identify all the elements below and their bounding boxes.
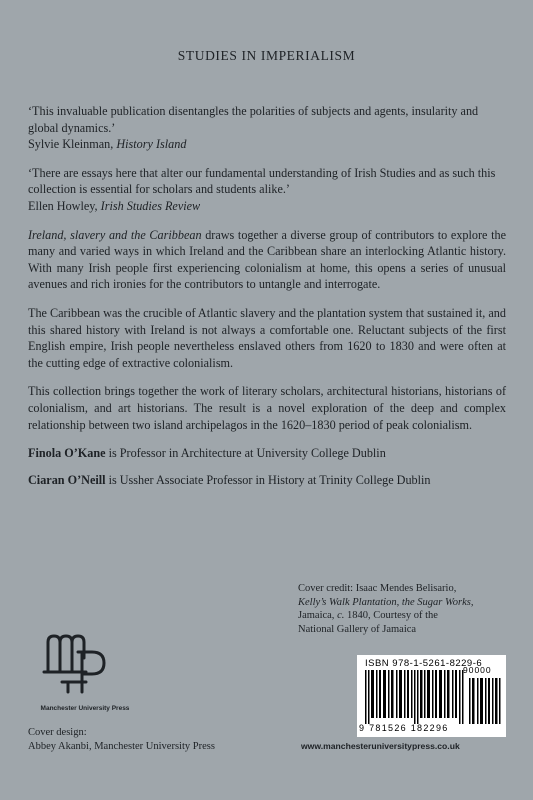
review-source-1: History Island	[116, 137, 187, 152]
publisher-name: Manchester University Press	[40, 705, 130, 712]
isbn-label: ISBN 978-1-5261-8229-6	[365, 658, 483, 669]
book-title: Ireland, slavery and the Caribbean	[28, 227, 202, 242]
review-author-1: Sylvie Kleinman,	[28, 137, 117, 152]
editor-bio-2	[28, 472, 506, 489]
barcode	[357, 655, 506, 737]
review-source-2: Irish Studies Review	[100, 198, 201, 213]
publisher-logo-icon	[42, 632, 108, 696]
ean-number: 9 781526 182296	[359, 723, 449, 733]
description-paragraph-3: This collection brings together the work of literary scholars, architectural historians, historians of colonialism, and art historians. The result is a novel exploration of the deep and complex relationship between two island archipelagos in the 1620–1830 period of peak colonialism.	[28, 384, 506, 432]
review-author-2: Ellen Howley,	[28, 198, 101, 213]
review-attribution-1	[28, 136, 506, 153]
description-paragraph-2: The Caribbean was the crucible of Atlantic slavery and the plantation system that sustained it, and this shared history with Ireland is not always a comfortable one. Reluctant subjects of the first English empire, Irish people nevertheless enslaved others from 1620 to 1830 and were often at the cutting edge of extractive colonialism.	[28, 305, 506, 370]
cover-credit-date: 1840, Courtesy of the	[344, 610, 438, 622]
editor-name-1: Finola O’Kane	[28, 446, 106, 461]
cover-credit-line-3	[298, 609, 508, 623]
editor-bio-2-text: is Ussher Associate Professor in History at Trinity College Dublin	[105, 472, 431, 487]
cover-design	[28, 726, 298, 753]
editor-bio-1-text: is Professor in Architecture at University College Dublin	[105, 446, 386, 461]
description-paragraph-1-text: draws together a diverse group of contributors to explore the many and varied ways in which Ireland and the Caribbean share an interlocking Atlantic history. With many Irish people first experiencing colonialism at home, this opens a series of unusual avenues and rich ironies for the contributors to untangle and interrogate.	[28, 227, 506, 292]
review-quote-1: ‘This invaluable publication disentangles the polarities of subjects and agents, insularity and global dynamics.’	[28, 104, 479, 135]
cover-credit-artwork	[298, 596, 508, 610]
editor-bio-1	[28, 445, 506, 462]
blurb	[28, 103, 506, 498]
cover-credit-circa: c.	[337, 610, 345, 622]
review-quote-2: ‘There are essays here that alter our fundamental understanding of Irish Studies and as such this collection is essential for scholars and students alike.’	[28, 165, 496, 197]
cover-design-label: Cover design:	[28, 727, 87, 738]
cover-designer: Abbey Akanbi, Manchester University Press	[28, 740, 215, 752]
artwork-title: Kelly’s Walk Plantation, the Sugar Works,	[298, 596, 474, 608]
review-attribution-2	[28, 198, 506, 215]
cover-credit	[298, 582, 508, 636]
cover-credit-line-1: Cover credit: Isaac Mendes Belisario,	[298, 583, 457, 594]
website-url[interactable]: www.manchesteruniversitypress.co.uk	[301, 741, 460, 751]
cover-credit-line-4: National Gallery of Jamaica	[298, 623, 417, 635]
editor-name-2: Ciaran O’Neill	[28, 472, 106, 487]
series-title: STUDIES IN IMPERIALISM	[177, 48, 356, 63]
barcode-bars	[361, 670, 503, 724]
cover-credit-place: Jamaica,	[298, 610, 338, 622]
description-paragraph-1	[28, 227, 506, 293]
barcode-addon: 90000	[463, 665, 492, 675]
